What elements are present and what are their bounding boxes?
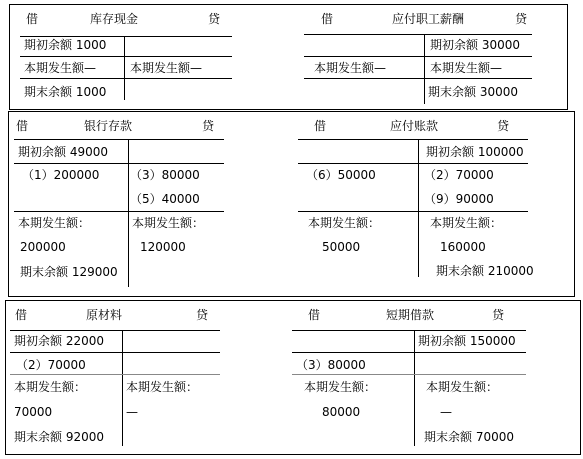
debit-entry: （2）70000	[16, 358, 86, 372]
credit-label: 贷	[208, 12, 221, 26]
row-line	[14, 163, 224, 164]
opening-balance: 期初余额 150000	[418, 334, 516, 348]
account-title: 银行存款	[84, 119, 133, 133]
closing-balance: 期末余额 70000	[424, 430, 514, 444]
row-line	[20, 56, 232, 57]
t-account-top-line	[304, 34, 532, 35]
credit-label: 贷	[497, 119, 510, 133]
credit-period-label: 本期发生额：	[426, 380, 499, 394]
closing-balance: 期末余额 129000	[20, 265, 118, 279]
credit-period-label: 本期发生额：	[132, 216, 205, 230]
closing-balance: 期末余额 30000	[428, 85, 518, 99]
credit-label: 贷	[515, 12, 528, 26]
row-line	[298, 163, 528, 164]
credit-label: 贷	[202, 119, 215, 133]
row-line	[298, 211, 528, 212]
closing-balance: 期末余额 1000	[24, 85, 107, 99]
t-account-divider	[128, 139, 129, 287]
credit-label: 贷	[196, 308, 209, 322]
t-account-divider	[418, 139, 419, 277]
debit-period-label: 本期发生额：	[18, 216, 91, 230]
t-account-divider	[414, 330, 415, 446]
debit-period-label: 本期发生额：	[304, 380, 377, 394]
opening-balance: 期初余额 1000	[24, 38, 107, 52]
t-account-top-line	[298, 139, 528, 140]
credit-period-value: —	[440, 405, 452, 419]
row-line	[20, 78, 232, 79]
opening-balance: 期初余额 22000	[14, 334, 104, 348]
debit-period-value: 80000	[322, 405, 361, 419]
row-line	[304, 78, 532, 79]
credit-entry: （3）80000	[130, 168, 200, 182]
closing-balance: 期末余额 210000	[436, 264, 534, 278]
credit-period-label: 本期发生额：	[430, 216, 503, 230]
t-account-divider	[424, 34, 425, 104]
row-line	[292, 352, 526, 353]
debit-period-label: 本期发生额：	[14, 380, 87, 394]
credit-entry: （2）70000	[424, 168, 494, 182]
t-account-top-line	[292, 330, 526, 331]
debit-period-total: 本期发生额—	[314, 61, 387, 75]
credit-period-total: 本期发生额—	[130, 61, 203, 75]
debit-label: 借	[308, 308, 321, 322]
row-line	[10, 352, 220, 353]
credit-entry: （9）90000	[424, 192, 494, 206]
debit-period-value: 200000	[20, 240, 66, 254]
debit-entry: （6）50000	[306, 168, 376, 182]
debit-entry: （3）80000	[296, 358, 366, 372]
row-line	[292, 374, 526, 375]
credit-period-label: 本期发生额：	[126, 380, 199, 394]
debit-label: 借	[26, 12, 39, 26]
account-title: 原材料	[86, 308, 123, 322]
credit-label: 贷	[492, 308, 505, 322]
debit-period-total: 本期发生额—	[24, 61, 97, 75]
debit-label: 借	[314, 119, 327, 133]
debit-period-value: 70000	[14, 405, 53, 419]
t-account-top-line	[14, 139, 224, 140]
debit-period-value: 50000	[322, 240, 361, 254]
account-title: 库存现金	[90, 12, 139, 26]
debit-period-label: 本期发生额：	[308, 216, 381, 230]
closing-balance: 期末余额 92000	[14, 430, 104, 444]
debit-label: 借	[321, 12, 334, 26]
account-title: 应付账款	[390, 119, 439, 133]
row-line	[14, 211, 224, 212]
t-account-top-line	[10, 330, 220, 331]
credit-entry: （5）40000	[130, 192, 200, 206]
credit-period-value: 120000	[140, 240, 186, 254]
t-account-divider	[124, 36, 125, 100]
row-line	[304, 56, 532, 57]
account-title: 应付职工薪酬	[392, 12, 465, 26]
credit-period-value: —	[126, 405, 138, 419]
row-line	[10, 374, 220, 375]
opening-balance: 期初余额 30000	[430, 38, 520, 52]
opening-balance: 期初余额 49000	[18, 145, 108, 159]
t-account-top-line	[20, 36, 232, 37]
credit-period-value: 160000	[440, 240, 486, 254]
debit-label: 借	[16, 119, 29, 133]
t-account-divider	[122, 330, 123, 446]
debit-entry: （1）200000	[22, 168, 100, 182]
debit-label: 借	[15, 308, 28, 322]
credit-period-total: 本期发生额—	[430, 61, 503, 75]
account-title: 短期借款	[386, 308, 435, 322]
opening-balance: 期初余额 100000	[426, 145, 524, 159]
